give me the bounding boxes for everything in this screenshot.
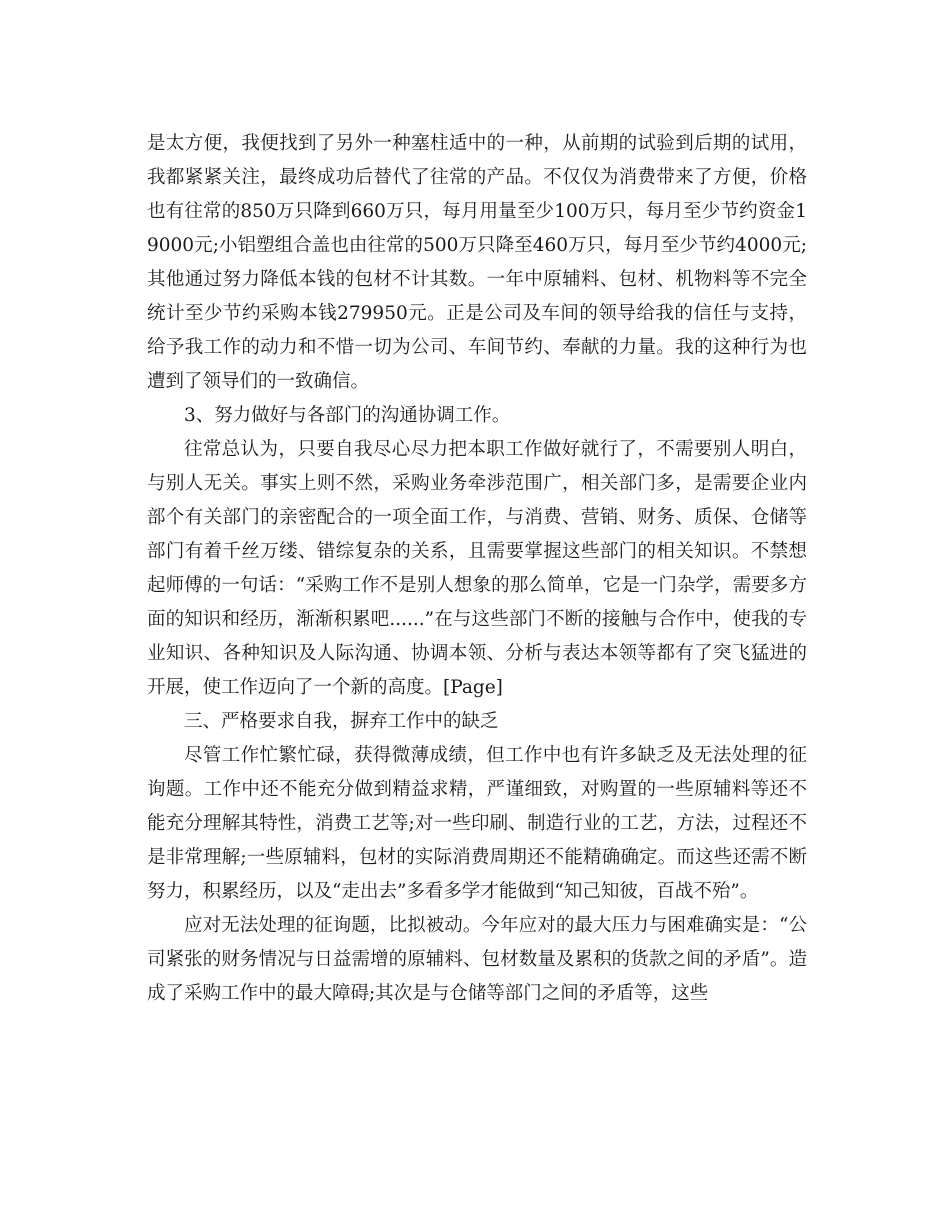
paragraph-cost-savings: 是太方便，我便找到了另外一种塞柱适中的一种，从前期的试验到后期的试用，我都紧紧关注，最终成功后替代了往常的产品。不仅仅为消费带来了方便，价格也有往常的850万只降到660万只，每月用量至少100万只，每月至少节约资金19000元;小铝塑组合盖也由往常的500万只降至460万只，每月至少节约4000元;其他通过努力降低本钱的包材不计其数。一年中原辅料、包材、机物料等不完全统计至少节约采购本钱279950元。正是公司及车间的领导给我的信任与支持，给予我工作的动力和不惜一切为公司、车间节约、奉献的力量。我的这种行为也遭到了领导们的一致确信。 xyxy=(147,133,807,392)
heading-communication: 3、努力做好与各部门的沟通协调工作。 xyxy=(184,405,511,426)
paragraph-communication: 往常总认为，只要自我尽心尽力把本职工作做好就行了，不需要别人明白，与别人无关。事实上则不然，采购业务牵涉范围广，相关部门多，是需要企业内部个有关部门的亲密配合的一项全面工作，与消费、营销、财务、质保、仓储等部门有着千丝万缕、错综复杂的关系，且需要掌握这些部门的相关知识。不禁想起师傅的一句话：“采购工作不是别人想象的那么简单，它是一门杂学，需要多方面的知识和经历，渐渐积累吧......”在与这些部门不断的接触与合作中，使我的专业知识、各种知识及人际沟通、协调本领、分析与表达本领等都有了突飞猛进的开展，使工作迈向了一个新的高度。[Page] xyxy=(147,439,807,698)
heading-self-discipline: 三、严格要求自我，摒弃工作中的缺乏 xyxy=(184,711,499,732)
paragraph-shortcomings: 尽管工作忙繁忙碌，获得微薄成绩，但工作中也有许多缺乏及无法处理的征询题。工作中还不能充分做到精益求精，严谨细致，对购置的一些原辅料等还不能充分理解其特性，消费工艺等;对一些印刷、制造行业的工艺，方法，过程还不是非常理解;一些原辅料，包材的实际消费周期还不能精确确定。而这些还需不断努力，积累经历，以及“走出去”多看多学才能做到“知己知彼，百战不殆”。 xyxy=(147,745,807,902)
paragraph-pressure: 应对无法处理的征询题，比拟被动。今年应对的最大压力与困难确实是：“公司紧张的财务情况与日益需增的原辅料、包材数量及累积的货款之间的矛盾”。造成了采购工作中的最大障碍;其次是与仓储等部门之间的矛盾等，这些 xyxy=(147,915,807,1004)
document-body xyxy=(147,127,807,1011)
